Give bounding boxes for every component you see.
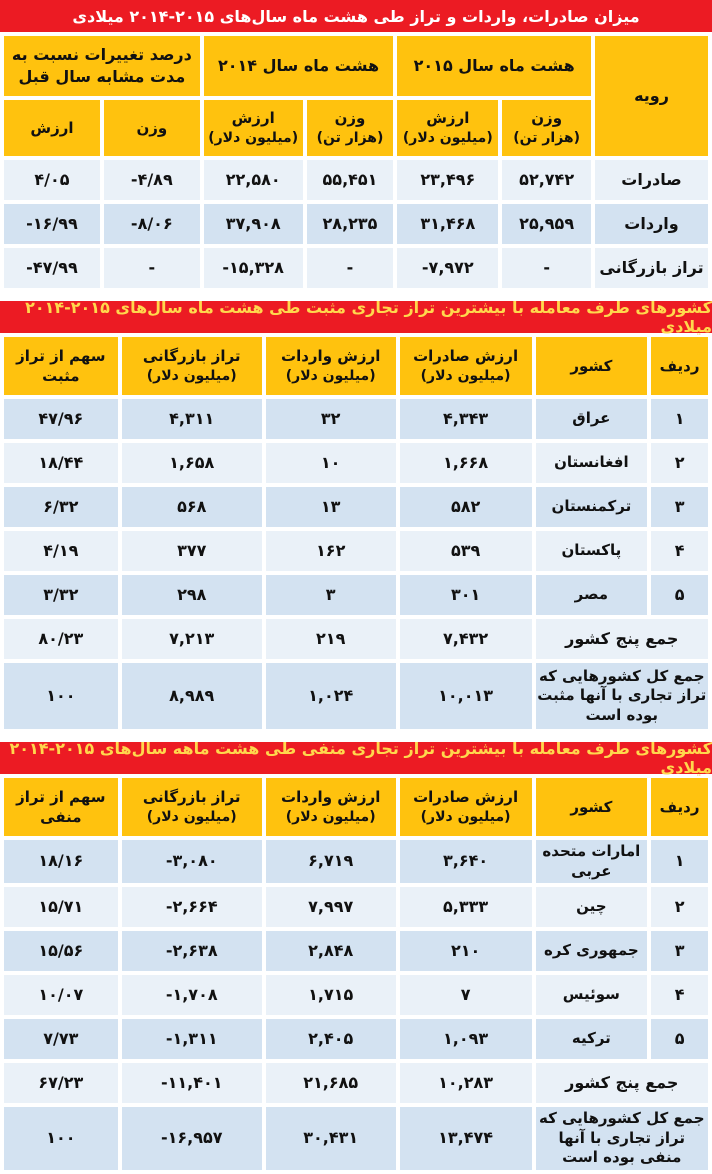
cell-rank: ۲ xyxy=(651,443,708,483)
cell-total-label: جمع پنج کشور xyxy=(536,619,708,659)
cell-balance: ۷,۲۱۳ xyxy=(122,619,262,659)
cell-value-change: -۴۷/۹۹ xyxy=(4,248,100,288)
cell-balance: ۸,۹۸۹ xyxy=(122,663,262,729)
negative-balance-title: کشورهای طرف معامله با بیشترین تراز تجاری منفی طی هشت ماهه سال‌های ۲۰۱۵-۲۰۱۴ میلادی xyxy=(0,742,712,774)
cell-rank: ۵ xyxy=(651,1019,708,1059)
header-unit: (میلیون دلار) xyxy=(146,367,237,384)
cell-share: ۱۰/۰۷ xyxy=(4,975,118,1015)
cell-weight-2014: ۵۵,۴۵۱ xyxy=(307,160,394,200)
row-china xyxy=(4,887,708,927)
cell-share: ۶/۳۲ xyxy=(4,487,118,527)
cell-import: ۱,۷۱۵ xyxy=(266,975,396,1015)
cell-share: ۱۵/۵۶ xyxy=(4,931,118,971)
positive-balance-table xyxy=(0,333,712,733)
cell-weight-2015: ۵۲,۷۴۲ xyxy=(502,160,591,200)
header-value-change: ارزش xyxy=(4,100,100,156)
header-row xyxy=(4,778,708,836)
cell-import: ۳ xyxy=(266,575,396,615)
row-uae xyxy=(4,840,708,883)
cell-balance: -۳,۰۸۰ xyxy=(122,840,262,883)
header-unit: (میلیون دلار) xyxy=(285,367,376,384)
cell-weight-change: - xyxy=(104,248,200,288)
row-switzerland xyxy=(4,975,708,1015)
row-south-korea xyxy=(4,931,708,971)
cell-balance: -۱۶,۹۵۷ xyxy=(122,1107,262,1170)
header-procedure: رویه xyxy=(595,36,708,156)
cell-share: ۱۵/۷۱ xyxy=(4,887,118,927)
row-egypt xyxy=(4,575,708,615)
header-balance-label: تراز بازرگانی xyxy=(142,788,241,807)
cell-balance: -۲,۶۳۸ xyxy=(122,931,262,971)
header-export-value xyxy=(400,778,532,836)
cell-weight-2015: - xyxy=(502,248,591,288)
cell-balance: ۴,۳۱۱ xyxy=(122,399,262,439)
header-weight-label: وزن xyxy=(531,109,563,128)
cell-value-2014: -۱۵,۳۲۸ xyxy=(204,248,303,288)
cell-balance: ۱,۶۵۸ xyxy=(122,443,262,483)
cell-value-2015: -۷,۹۷۲ xyxy=(397,248,498,288)
cell-value-2015: ۲۳,۴۹۶ xyxy=(397,160,498,200)
header-weight-unit: (هزار تن) xyxy=(316,129,384,146)
cell-balance: ۳۷۷ xyxy=(122,531,262,571)
cell-balance: -۱,۷۰۸ xyxy=(122,975,262,1015)
cell-weight-change: -۸/۰۶ xyxy=(104,204,200,244)
cell-share: ۱۸/۴۴ xyxy=(4,443,118,483)
cell-export: ۳,۶۴۰ xyxy=(400,840,532,883)
cell-import: ۱۰ xyxy=(266,443,396,483)
trade-summary-table xyxy=(0,32,712,292)
cell-total-label: جمع کل کشورهایی که تراز تجاری با آنها مثبت بوده است xyxy=(536,663,708,729)
row-total-five xyxy=(4,1063,708,1103)
row-trade-balance xyxy=(4,248,708,288)
cell-rank: ۱ xyxy=(651,840,708,883)
header-export-value xyxy=(400,337,532,395)
cell-import: ۲,۸۴۸ xyxy=(266,931,396,971)
cell-rank: ۵ xyxy=(651,575,708,615)
cell-export: ۵,۳۳۳ xyxy=(400,887,532,927)
cell-value-change: -۱۶/۹۹ xyxy=(4,204,100,244)
row-pakistan xyxy=(4,531,708,571)
header-unit: (میلیون دلار) xyxy=(420,367,511,384)
header-import-value xyxy=(266,337,396,395)
cell-import: ۶,۷۱۹ xyxy=(266,840,396,883)
header-unit: (میلیون دلار) xyxy=(146,808,237,825)
header-weight-2014 xyxy=(307,100,394,156)
cell-import: ۱۳ xyxy=(266,487,396,527)
row-imports xyxy=(4,204,708,244)
cell-import: ۲۱,۶۸۵ xyxy=(266,1063,396,1103)
cell-share: ۴/۱۹ xyxy=(4,531,118,571)
header-value-2014 xyxy=(204,100,303,156)
cell-balance: -۱۱,۴۰۱ xyxy=(122,1063,262,1103)
trade-summary-title: میزان صادرات، واردات و تراز طی هشت ماه سال‌های ۲۰۱۵-۲۰۱۴ میلادی xyxy=(0,0,712,32)
cell-export: ۴,۳۴۳ xyxy=(400,399,532,439)
cell-share: ۷/۷۳ xyxy=(4,1019,118,1059)
row-iraq xyxy=(4,399,708,439)
cell-export: ۱۳,۴۷۴ xyxy=(400,1107,532,1170)
cell-import: ۲۱۹ xyxy=(266,619,396,659)
header-import-value xyxy=(266,778,396,836)
cell-share: ۱۰۰ xyxy=(4,663,118,729)
row-afghanistan xyxy=(4,443,708,483)
cell-balance: ۵۶۸ xyxy=(122,487,262,527)
header-value-2015 xyxy=(397,100,498,156)
header-import-label: ارزش واردات xyxy=(281,788,381,807)
header-value-label: ارزش xyxy=(231,109,275,128)
header-balance-label: تراز بازرگانی xyxy=(142,347,241,366)
header-rank: ردیف xyxy=(651,337,708,395)
cell-country: مصر xyxy=(536,575,648,615)
cell-export: ۷,۴۳۲ xyxy=(400,619,532,659)
header-weight-change: وزن xyxy=(104,100,200,156)
cell-value-change: ۴/۰۵ xyxy=(4,160,100,200)
header-export-label: ارزش صادرات xyxy=(413,788,519,807)
header-share-negative: سهم از تراز منفی xyxy=(4,778,118,836)
header-weight-unit: (هزار تن) xyxy=(513,129,581,146)
cell-country: افغانستان xyxy=(536,443,648,483)
header-share-positive: سهم از تراز مثبت xyxy=(4,337,118,395)
row-turkmenistan xyxy=(4,487,708,527)
cell-import: ۷,۹۹۷ xyxy=(266,887,396,927)
header-import-label: ارزش واردات xyxy=(281,347,381,366)
cell-balance: -۲,۶۶۴ xyxy=(122,887,262,927)
cell-country: ترکیه xyxy=(536,1019,648,1059)
cell-export: ۳۰۱ xyxy=(400,575,532,615)
cell-import: ۱,۰۲۴ xyxy=(266,663,396,729)
cell-total-label: جمع کل کشورهایی که تراز تجاری با آنها منفی بوده است xyxy=(536,1107,708,1170)
header-value-unit: (میلیون دلار) xyxy=(402,129,493,146)
header-trade-balance xyxy=(122,337,262,395)
header-percent-change: درصد تغییرات نسبت به مدت مشابه سال قبل xyxy=(4,36,200,96)
cell-weight-2015: ۲۵,۹۵۹ xyxy=(502,204,591,244)
header-rank: ردیف xyxy=(651,778,708,836)
cell-balance: -۱,۳۱۱ xyxy=(122,1019,262,1059)
header-unit: (میلیون دلار) xyxy=(285,808,376,825)
cell-import: ۳۲ xyxy=(266,399,396,439)
header-value-unit: (میلیون دلار) xyxy=(208,129,299,146)
cell-share: ۶۷/۲۳ xyxy=(4,1063,118,1103)
negative-balance-table xyxy=(0,774,712,1174)
header-country: کشور xyxy=(536,337,648,395)
cell-balance: ۲۹۸ xyxy=(122,575,262,615)
header-unit: (میلیون دلار) xyxy=(420,808,511,825)
cell-country: جمهوری کره xyxy=(536,931,648,971)
cell-share: ۴۷/۹۶ xyxy=(4,399,118,439)
cell-import: ۱۶۲ xyxy=(266,531,396,571)
cell-export: ۵۳۹ xyxy=(400,531,532,571)
header-country: کشور xyxy=(536,778,648,836)
header-trade-balance xyxy=(122,778,262,836)
cell-country: چین xyxy=(536,887,648,927)
cell-share: ۳/۳۲ xyxy=(4,575,118,615)
group-header-row xyxy=(4,36,708,96)
header-export-label: ارزش صادرات xyxy=(413,347,519,366)
cell-weight-2014: ۲۸,۲۳۵ xyxy=(307,204,394,244)
cell-import: ۲,۴۰۵ xyxy=(266,1019,396,1059)
cell-import: ۳۰,۴۳۱ xyxy=(266,1107,396,1170)
row-label: صادرات xyxy=(595,160,708,200)
cell-weight-change: -۴/۸۹ xyxy=(104,160,200,200)
cell-share: ۱۰۰ xyxy=(4,1107,118,1170)
cell-export: ۵۸۲ xyxy=(400,487,532,527)
positive-balance-title: کشورهای طرف معامله با بیشترین تراز تجاری مثبت طی هشت ماه سال‌های ۲۰۱۵-۲۰۱۴ میلادی xyxy=(0,301,712,333)
header-eight-months-2015: هشت ماه سال ۲۰۱۵ xyxy=(397,36,591,96)
row-label: تراز بازرگانی xyxy=(595,248,708,288)
header-row xyxy=(4,337,708,395)
row-turkey xyxy=(4,1019,708,1059)
cell-total-label: جمع پنج کشور xyxy=(536,1063,708,1103)
cell-share: ۸۰/۲۳ xyxy=(4,619,118,659)
cell-export: ۱,۶۶۸ xyxy=(400,443,532,483)
cell-value-2014: ۳۷,۹۰۸ xyxy=(204,204,303,244)
cell-export: ۲۱۰ xyxy=(400,931,532,971)
cell-export: ۱,۰۹۳ xyxy=(400,1019,532,1059)
header-value-label: ارزش xyxy=(426,109,470,128)
cell-rank: ۳ xyxy=(651,487,708,527)
cell-rank: ۴ xyxy=(651,531,708,571)
cell-country: پاکستان xyxy=(536,531,648,571)
cell-rank: ۳ xyxy=(651,931,708,971)
header-weight-label: وزن xyxy=(334,109,366,128)
cell-value-2015: ۳۱,۴۶۸ xyxy=(397,204,498,244)
cell-rank: ۲ xyxy=(651,887,708,927)
cell-share: ۱۸/۱۶ xyxy=(4,840,118,883)
header-eight-months-2014: هشت ماه سال ۲۰۱۴ xyxy=(204,36,394,96)
row-total-all-negative xyxy=(4,1107,708,1170)
cell-country: ترکمنستان xyxy=(536,487,648,527)
cell-country: امارات متحده عربی xyxy=(536,840,648,883)
row-total-five xyxy=(4,619,708,659)
cell-country: عراق xyxy=(536,399,648,439)
cell-export: ۱۰,۰۱۳ xyxy=(400,663,532,729)
header-weight-2015 xyxy=(502,100,591,156)
cell-export: ۷ xyxy=(400,975,532,1015)
cell-country: سوئیس xyxy=(536,975,648,1015)
cell-rank: ۴ xyxy=(651,975,708,1015)
cell-value-2014: ۲۲,۵۸۰ xyxy=(204,160,303,200)
cell-weight-2014: - xyxy=(307,248,394,288)
row-exports xyxy=(4,160,708,200)
cell-export: ۱۰,۲۸۳ xyxy=(400,1063,532,1103)
cell-rank: ۱ xyxy=(651,399,708,439)
row-total-all-positive xyxy=(4,663,708,729)
row-label: واردات xyxy=(595,204,708,244)
